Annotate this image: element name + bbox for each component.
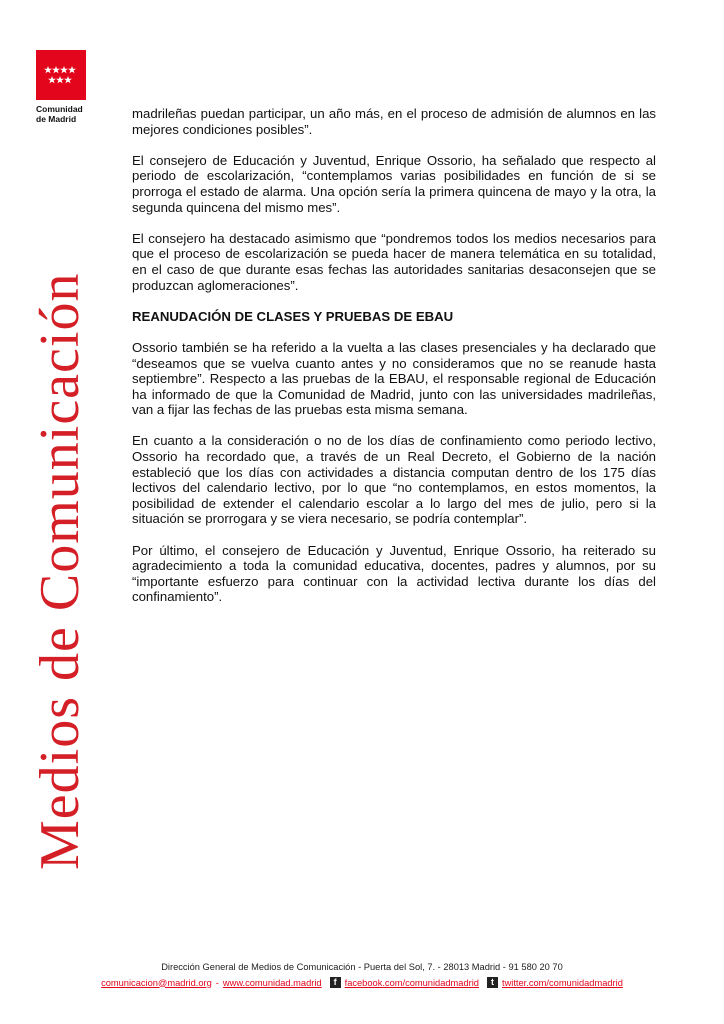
email-link[interactable]: comunicacion@madrid.org xyxy=(101,977,212,988)
logo-line-1: Comunidad xyxy=(36,104,83,114)
footer-separator: - xyxy=(215,977,219,988)
logo-text xyxy=(36,104,86,124)
document-body xyxy=(132,106,656,621)
paragraph-6: Por último, el consejero de Educación y Juventud, Enrique Ossorio, ha reiterado su agradecimiento a toda la comunidad educativa, docentes, padres y alumnos, por su “importante esfuerzo para continuar con la actividad lectiva durante los días del confinamiento”. xyxy=(132,542,656,605)
facebook-icon: f xyxy=(330,977,341,988)
comunidad-de-madrid-logo xyxy=(36,50,86,124)
paragraph-4: Ossorio también se ha referido a la vuelta a las clases presenciales y ha declarado que “deseamos que se vuelva cuanto antes y no consideramos que no se reanude hasta septiembre”. Respecto a las pruebas de la EBAU, el responsable regional de Educación ha informado de que la Comunidad de Madrid, junto con las universidades madrileñas, van a fijar las fechas de las pruebas esta misma semana. xyxy=(132,339,656,418)
paragraph-1: madrileñas puedan participar, un año más, en el proceso de admisión de alumnos en las mejores condiciones posibles”. xyxy=(132,106,656,137)
footer xyxy=(0,962,724,988)
seven-stars-flag-icon xyxy=(36,50,86,100)
paragraph-5: En cuanto a la consideración o no de los días de confinamiento como periodo lectivo, Ossorio ha recordado que, a través de un Real Decreto, el Gobierno de la nación estableció que los días con actividades a distancia computan dentro de los 175 días lectivos del calendario lectivo, por lo que “no contemplamos, en estos momentos, la posibilidad de extender el calendario escolar a lo largo del mes de julio, pero si la situación se prorrogara y se viera necesario, se podría contemplar”. xyxy=(132,433,656,527)
facebook-link[interactable]: facebook.com/comunidadmadrid xyxy=(344,977,479,988)
twitter-icon: t xyxy=(487,977,498,988)
website-link[interactable]: www.comunidad.madrid xyxy=(222,977,322,988)
footer-address: Dirección General de Medios de Comunicación - Puerta del Sol, 7. - 28013 Madrid - 91 580 20 70 xyxy=(161,962,563,972)
paragraph-2: El consejero de Educación y Juventud, Enrique Ossorio, ha señalado que respecto al periodo de escolarización, “contemplamos varias posibilidades en función de si se prorroga el estado de alarma. Una opción sería la primera quincena de mayo y la otra, la segunda quincena del mismo mes”. xyxy=(132,152,656,215)
section-heading: REANUDACIÓN DE CLASES Y PRUEBAS DE EBAU xyxy=(132,308,454,324)
footer-links xyxy=(0,977,724,988)
side-title: Medios de Comunicación xyxy=(29,272,91,870)
paragraph-3: El consejero ha destacado asimismo que “pondremos todos los medios necesarios para que el proceso de escolarización se pueda hacer de manera telemática en su totalidad, en el caso de que durante esas fechas las autoridades sanitarias desaconsejen que se produzcan aglomeraciones”. xyxy=(132,230,656,293)
twitter-link[interactable]: twitter.com/comunidadmadrid xyxy=(501,977,623,988)
logo-line-2: de Madrid xyxy=(36,114,77,124)
